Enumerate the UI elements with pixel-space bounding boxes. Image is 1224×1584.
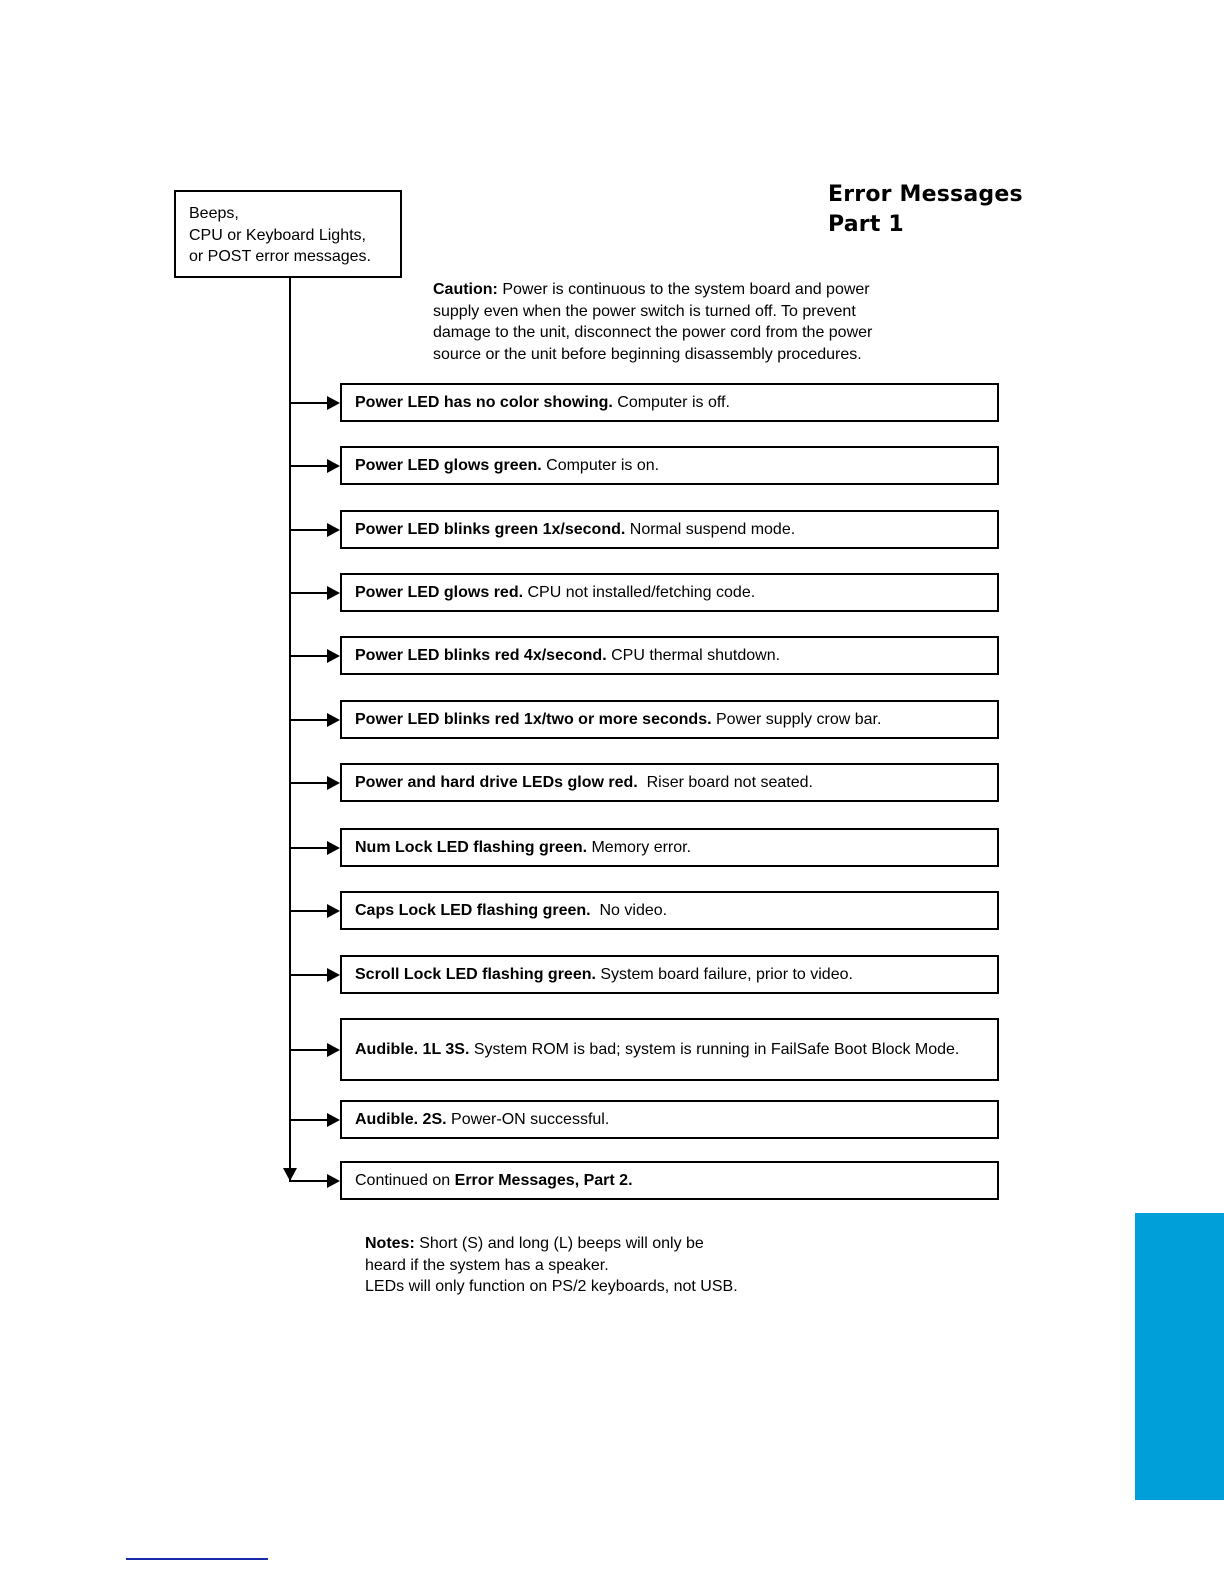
message-meaning: Power-ON successful. — [446, 1111, 610, 1128]
start-line-1: Beeps, — [189, 205, 239, 222]
arrow-right-icon — [327, 1113, 340, 1127]
message-box — [340, 891, 999, 930]
message-box — [340, 828, 999, 867]
arrow-right-icon — [327, 396, 340, 410]
arrow-right-icon — [327, 1174, 340, 1188]
start-line-2: CPU or Keyboard Lights, — [189, 226, 366, 244]
arrow-right-icon — [327, 459, 340, 473]
message-condition: Num Lock LED flashing green. — [355, 839, 588, 856]
flow-trunk-line — [289, 278, 291, 1180]
message-text — [355, 392, 730, 413]
message-condition: Power LED glows red. — [355, 584, 524, 601]
connector-line — [289, 1049, 327, 1051]
arrow-right-icon — [327, 586, 340, 600]
message-box — [340, 763, 999, 802]
message-box — [340, 446, 999, 485]
connector-line — [289, 847, 327, 849]
message-condition: Power LED blinks green 1x/second. — [355, 521, 626, 538]
caution-label: Caution: — [433, 281, 498, 298]
message-condition: Audible. 1L 3S. — [355, 1041, 470, 1058]
message-text — [355, 519, 795, 540]
message-meaning: System board failure, prior to video. — [595, 966, 853, 983]
arrow-right-icon — [327, 523, 340, 537]
continued-target: Error Messages, Part 2. — [454, 1172, 633, 1189]
continued-prefix: Continued on — [355, 1172, 455, 1189]
connector-line — [289, 592, 327, 594]
continued-box — [340, 1161, 999, 1200]
message-condition: Power LED blinks red 4x/second. — [355, 647, 607, 664]
arrow-right-icon — [327, 776, 340, 790]
message-condition: Power LED has no color showing. — [355, 394, 613, 411]
page-title — [828, 180, 1023, 240]
message-text — [355, 900, 667, 921]
message-condition: Scroll Lock LED flashing green. — [355, 966, 596, 983]
connector-line — [289, 529, 327, 531]
arrow-right-icon — [327, 713, 340, 727]
message-box — [340, 955, 999, 994]
message-text — [355, 582, 755, 603]
message-meaning: Memory error. — [587, 839, 692, 856]
message-text — [355, 772, 813, 793]
arrow-right-icon — [327, 841, 340, 855]
message-box — [340, 573, 999, 612]
title-line-1: Error Messages — [828, 182, 1023, 207]
message-condition: Power and hard drive LEDs glow red. — [355, 774, 638, 791]
message-meaning: Computer is on. — [541, 457, 660, 474]
connector-line — [289, 719, 327, 721]
connector-line — [289, 782, 327, 784]
connector-line — [289, 974, 327, 976]
caution-line-3: damage to the unit, disconnect the power cord from the power — [433, 324, 873, 341]
section-tab — [1135, 1213, 1224, 1500]
message-text — [355, 837, 691, 858]
arrow-right-icon — [327, 904, 340, 918]
message-condition: Power LED glows green. — [355, 457, 542, 474]
notes-line-2: heard if the system has a speaker. — [365, 1256, 609, 1274]
title-line-2: Part 1 — [828, 212, 904, 237]
message-condition: Caps Lock LED flashing green. — [355, 902, 591, 919]
connector-line — [289, 910, 327, 912]
message-text — [355, 455, 659, 476]
message-meaning: Normal suspend mode. — [625, 521, 796, 538]
message-box — [340, 1100, 999, 1139]
continued-text — [355, 1170, 633, 1191]
caution-line-4: source or the unit before beginning disassembly procedures. — [433, 345, 862, 363]
message-meaning: CPU not installed/fetching code. — [523, 584, 756, 601]
connector-line — [289, 465, 327, 467]
connector-line — [289, 1180, 327, 1182]
message-meaning: Computer is off. — [612, 394, 730, 411]
caution-line-2: supply even when the power switch is turned off. To prevent — [433, 302, 856, 320]
caution-note — [433, 279, 953, 365]
message-box — [340, 1018, 999, 1081]
connector-line — [289, 1119, 327, 1121]
message-meaning: No video. — [590, 902, 668, 919]
arrow-right-icon — [327, 968, 340, 982]
notes-line-3: LEDs will only function on PS/2 keyboards, not USB. — [365, 1278, 738, 1295]
message-box — [340, 383, 999, 422]
message-condition: Audible. 2S. — [355, 1111, 447, 1128]
notes — [365, 1233, 835, 1298]
arrow-right-icon — [327, 649, 340, 663]
connector-line — [289, 655, 327, 657]
connector-line — [289, 402, 327, 404]
notes-label: Notes: — [365, 1235, 415, 1252]
message-text — [355, 1109, 609, 1130]
footer-rule — [126, 1558, 268, 1560]
message-text — [355, 964, 853, 985]
message-meaning: CPU thermal shutdown. — [606, 647, 781, 664]
message-text — [355, 1039, 959, 1060]
message-meaning: Riser board not seated. — [637, 774, 813, 791]
caution-line-1: Power is continuous to the system board and power — [497, 281, 870, 298]
message-text — [355, 709, 881, 730]
notes-line-1: Short (S) and long (L) beeps will only be — [414, 1235, 704, 1252]
arrow-right-icon — [327, 1043, 340, 1057]
message-text — [355, 645, 780, 666]
message-box — [340, 700, 999, 739]
message-box — [340, 636, 999, 675]
start-node — [174, 190, 402, 278]
start-line-3: or POST error messages. — [189, 248, 371, 265]
message-meaning: Power supply crow bar. — [711, 711, 882, 728]
message-meaning: System ROM is bad; system is running in FailSafe Boot Block Mode. — [469, 1041, 960, 1058]
message-condition: Power LED blinks red 1x/two or more seconds. — [355, 711, 712, 728]
message-box — [340, 510, 999, 549]
